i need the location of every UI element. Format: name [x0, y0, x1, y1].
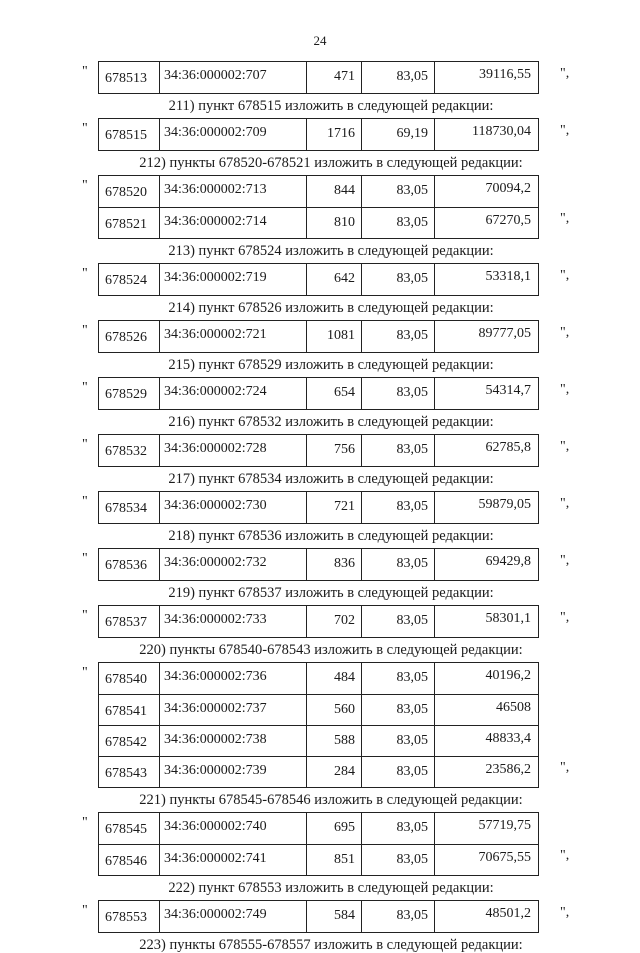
cell-area: 851 — [334, 852, 355, 867]
cell-item-number: 678532 — [105, 444, 147, 459]
cell-cost: 70094,2 — [485, 181, 531, 196]
closing-quote: ", — [560, 760, 570, 775]
cell-item-number: 678536 — [105, 558, 147, 573]
closing-quote: ", — [560, 123, 570, 138]
cell-rate: 83,05 — [396, 820, 428, 835]
registry-table — [98, 175, 539, 239]
table-row — [99, 207, 538, 239]
cell-cadastral-number: 34:36:000002:739 — [164, 763, 267, 778]
cell-area: 560 — [334, 702, 355, 717]
cell-rate: 83,05 — [396, 852, 428, 867]
closing-quote: ", — [560, 848, 570, 863]
cell-cost: 70675,55 — [478, 850, 531, 865]
registry-table — [98, 434, 539, 467]
amendment-heading: 215) пункт 678529 изложить в следующей редакции: — [168, 357, 494, 373]
table-row — [99, 435, 538, 466]
amendment-heading: 216) пункт 678532 изложить в следующей редакции: — [168, 414, 494, 430]
amendment-heading: 220) пункты 678540-678543 изложить в следующей редакции: — [139, 642, 523, 658]
cell-area: 836 — [334, 556, 355, 571]
registry-table — [98, 812, 539, 876]
closing-quote: ", — [560, 325, 570, 340]
cell-area: 756 — [334, 442, 355, 457]
cell-rate: 83,05 — [396, 328, 428, 343]
cell-cadastral-number: 34:36:000002:713 — [164, 182, 267, 197]
cell-cadastral-number: 34:36:000002:730 — [164, 498, 267, 513]
cell-cost: 23586,2 — [485, 762, 531, 777]
table-row — [99, 901, 538, 932]
cell-cost: 58301,1 — [485, 611, 531, 626]
table-row — [99, 725, 538, 757]
opening-quote: " — [82, 323, 88, 338]
table-row — [99, 813, 538, 844]
table-row — [99, 844, 538, 876]
amendment-heading: 223) пункты 678555-678557 изложить в следующей редакции: — [139, 937, 523, 953]
cell-rate: 83,05 — [396, 183, 428, 198]
cell-cost: 67270,5 — [485, 213, 531, 228]
amendment-heading: 222) пункт 678553 изложить в следующей редакции: — [168, 880, 494, 896]
opening-quote: " — [82, 494, 88, 509]
cell-item-number: 678541 — [105, 704, 147, 719]
cell-cadastral-number: 34:36:000002:707 — [164, 68, 267, 83]
table-row — [99, 549, 538, 580]
cell-item-number: 678526 — [105, 330, 147, 345]
cell-rate: 83,05 — [396, 670, 428, 685]
opening-quote: " — [82, 266, 88, 281]
cell-cadastral-number: 34:36:000002:740 — [164, 819, 267, 834]
cell-cadastral-number: 34:36:000002:721 — [164, 327, 267, 342]
cell-item-number: 678540 — [105, 672, 147, 687]
closing-quote: ", — [560, 610, 570, 625]
cell-cost: 62785,8 — [485, 440, 531, 455]
table-row — [99, 321, 538, 352]
cell-cost: 57719,75 — [478, 818, 531, 833]
opening-quote: " — [82, 380, 88, 395]
cell-cadastral-number: 34:36:000002:709 — [164, 125, 267, 140]
cell-item-number: 678542 — [105, 735, 147, 750]
cell-cost: 40196,2 — [485, 668, 531, 683]
cell-cost: 69429,8 — [485, 554, 531, 569]
table-row — [99, 378, 538, 409]
opening-quote: " — [82, 903, 88, 918]
table-row — [99, 492, 538, 523]
cell-item-number: 678520 — [105, 185, 147, 200]
registry-table — [98, 61, 539, 94]
amendment-heading: 218) пункт 678536 изложить в следующей редакции: — [168, 528, 494, 544]
opening-quote: " — [82, 121, 88, 136]
registry-table — [98, 491, 539, 524]
cell-item-number: 678529 — [105, 387, 147, 402]
cell-item-number: 678521 — [105, 217, 147, 232]
cell-rate: 83,05 — [396, 69, 428, 84]
cell-cost: 48833,4 — [485, 731, 531, 746]
registry-table — [98, 548, 539, 581]
table-row — [99, 756, 538, 788]
cell-cadastral-number: 34:36:000002:737 — [164, 701, 267, 716]
opening-quote: " — [82, 178, 88, 193]
cell-area: 810 — [334, 215, 355, 230]
amendment-heading: 221) пункты 678545-678546 изложить в следующей редакции: — [139, 792, 523, 808]
cell-area: 584 — [334, 908, 355, 923]
registry-table — [98, 662, 539, 788]
cell-area: 484 — [334, 670, 355, 685]
cell-area: 1081 — [327, 328, 355, 343]
cell-rate: 83,05 — [396, 215, 428, 230]
registry-table — [98, 263, 539, 296]
cell-cadastral-number: 34:36:000002:724 — [164, 384, 267, 399]
cell-item-number: 678537 — [105, 615, 147, 630]
cell-cadastral-number: 34:36:000002:749 — [164, 907, 267, 922]
cell-cost: 48501,2 — [485, 906, 531, 921]
cell-cadastral-number: 34:36:000002:728 — [164, 441, 267, 456]
table-row — [99, 62, 538, 93]
cell-area: 642 — [334, 271, 355, 286]
cell-rate: 83,05 — [396, 764, 428, 779]
cell-item-number: 678515 — [105, 128, 147, 143]
table-row — [99, 176, 538, 207]
cell-area: 844 — [334, 183, 355, 198]
closing-quote: ", — [560, 439, 570, 454]
cell-item-number: 678513 — [105, 71, 147, 86]
cell-cost: 54314,7 — [485, 383, 531, 398]
registry-table — [98, 118, 539, 151]
table-row — [99, 119, 538, 150]
cell-cadastral-number: 34:36:000002:732 — [164, 555, 267, 570]
cell-rate: 83,05 — [396, 908, 428, 923]
cell-item-number: 678524 — [105, 273, 147, 288]
amendment-heading: 219) пункт 678537 изложить в следующей редакции: — [168, 585, 494, 601]
cell-cadastral-number: 34:36:000002:733 — [164, 612, 267, 627]
cell-rate: 83,05 — [396, 702, 428, 717]
registry-table — [98, 320, 539, 353]
registry-table — [98, 377, 539, 410]
cell-item-number: 678543 — [105, 766, 147, 781]
cell-area: 284 — [334, 764, 355, 779]
cell-item-number: 678534 — [105, 501, 147, 516]
closing-quote: ", — [560, 211, 570, 226]
cell-cost: 118730,04 — [472, 124, 531, 139]
amendment-heading: 211) пункт 678515 изложить в следующей редакции: — [168, 98, 494, 114]
cell-item-number: 678553 — [105, 910, 147, 925]
cell-item-number: 678546 — [105, 854, 147, 869]
cell-area: 471 — [334, 69, 355, 84]
table-row — [99, 663, 538, 694]
cell-rate: 83,05 — [396, 385, 428, 400]
closing-quote: ", — [560, 553, 570, 568]
cell-rate: 83,05 — [396, 271, 428, 286]
cell-cost: 46508 — [496, 700, 531, 715]
cell-cadastral-number: 34:36:000002:714 — [164, 214, 267, 229]
amendment-heading: 214) пункт 678526 изложить в следующей редакции: — [168, 300, 494, 316]
cell-cost: 39116,55 — [479, 67, 531, 82]
cell-rate: 83,05 — [396, 442, 428, 457]
cell-area: 695 — [334, 820, 355, 835]
amendment-heading: 212) пункты 678520-678521 изложить в следующей редакции: — [139, 155, 523, 171]
closing-quote: ", — [560, 905, 570, 920]
amendment-heading: 217) пункт 678534 изложить в следующей редакции: — [168, 471, 494, 487]
cell-item-number: 678545 — [105, 822, 147, 837]
cell-rate: 69,19 — [396, 126, 428, 141]
opening-quote: " — [82, 64, 88, 79]
opening-quote: " — [82, 665, 88, 680]
table-row — [99, 694, 538, 726]
cell-area: 721 — [334, 499, 355, 514]
opening-quote: " — [82, 437, 88, 452]
cell-cadastral-number: 34:36:000002:738 — [164, 732, 267, 747]
cell-cadastral-number: 34:36:000002:719 — [164, 270, 267, 285]
cell-rate: 83,05 — [396, 733, 428, 748]
cell-cost: 59879,05 — [478, 497, 531, 512]
opening-quote: " — [82, 551, 88, 566]
registry-table — [98, 605, 539, 638]
cell-cadastral-number: 34:36:000002:736 — [164, 669, 267, 684]
amendment-heading: 213) пункт 678524 изложить в следующей редакции: — [168, 243, 494, 259]
closing-quote: ", — [560, 382, 570, 397]
cell-cadastral-number: 34:36:000002:741 — [164, 851, 267, 866]
closing-quote: ", — [560, 66, 570, 81]
cell-cost: 89777,05 — [478, 326, 531, 341]
closing-quote: ", — [560, 268, 570, 283]
closing-quote: ", — [560, 496, 570, 511]
opening-quote: " — [82, 608, 88, 623]
table-row — [99, 264, 538, 295]
cell-rate: 83,05 — [396, 613, 428, 628]
cell-rate: 83,05 — [396, 556, 428, 571]
cell-area: 702 — [334, 613, 355, 628]
cell-rate: 83,05 — [396, 499, 428, 514]
cell-area: 654 — [334, 385, 355, 400]
cell-area: 1716 — [327, 126, 355, 141]
page-number: 24 — [313, 33, 327, 48]
cell-cost: 53318,1 — [485, 269, 531, 284]
cell-area: 588 — [334, 733, 355, 748]
opening-quote: " — [82, 815, 88, 830]
table-row — [99, 606, 538, 637]
